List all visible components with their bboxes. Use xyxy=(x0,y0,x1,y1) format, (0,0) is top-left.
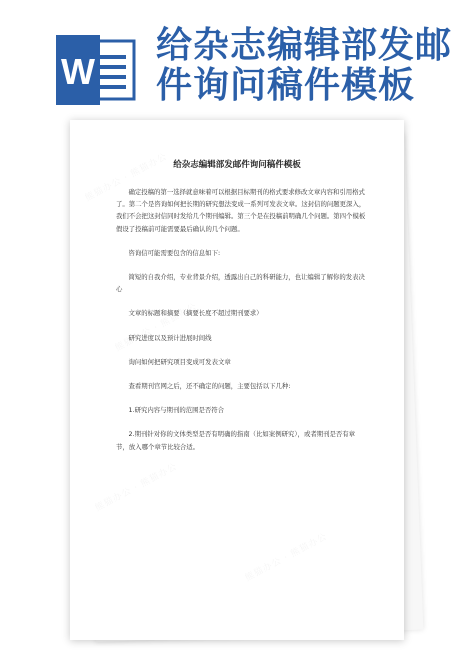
watermark xyxy=(242,529,329,583)
paragraph: 简短的自我介绍，专业背景介绍，透露出自己的科研能力，也让编辑了解你的发表决心 xyxy=(116,273,365,294)
banner-title: 给杂志编辑部发邮件询问稿件模板 xyxy=(156,25,453,106)
banner xyxy=(0,0,474,112)
paragraph: 1.研究内容与期刊的范围是否符合 xyxy=(128,406,225,415)
word-document-icon xyxy=(56,35,138,105)
paragraph: 确定投稿的第一选择就意味着可以根据目标期刊的格式要求修改文章内容和引用格式了。第二个是咨询如何把长期的研究想法变成一系列可发表文章。这封信的问题更深入，我们不会把这封信同时发给几个期刊编辑。第三个是在投稿前明确几个问题。第四个模板假设了投稿前可能需要最后确认的几个问题。 xyxy=(116,188,366,233)
paragraph: 2.期刊针对你的文体类型是否有明确的指南（比如案例研究），或者期刊是否有章节，放入哪个章节比较合适。 xyxy=(116,430,356,451)
paragraph: 文章的标题和摘要（摘要长度不超过期刊要求） xyxy=(128,309,263,318)
paragraph: 研究进度以及预计进展时间线 xyxy=(128,333,212,342)
word-logo-letter: W xyxy=(61,51,95,92)
document-page xyxy=(70,120,404,640)
paragraph: 咨询信可能需要包含的信息如下: xyxy=(128,248,221,257)
document-title: 给杂志编辑部发邮件询问稿件模板 xyxy=(173,160,301,170)
paragraph: 查看期刊官网之后，还不确定的问题，主要包括以下几种: xyxy=(128,382,291,391)
watermark xyxy=(92,459,179,513)
paragraph: 询问如何把研究项目变成可发表文章 xyxy=(128,357,231,366)
document-body xyxy=(116,186,366,453)
